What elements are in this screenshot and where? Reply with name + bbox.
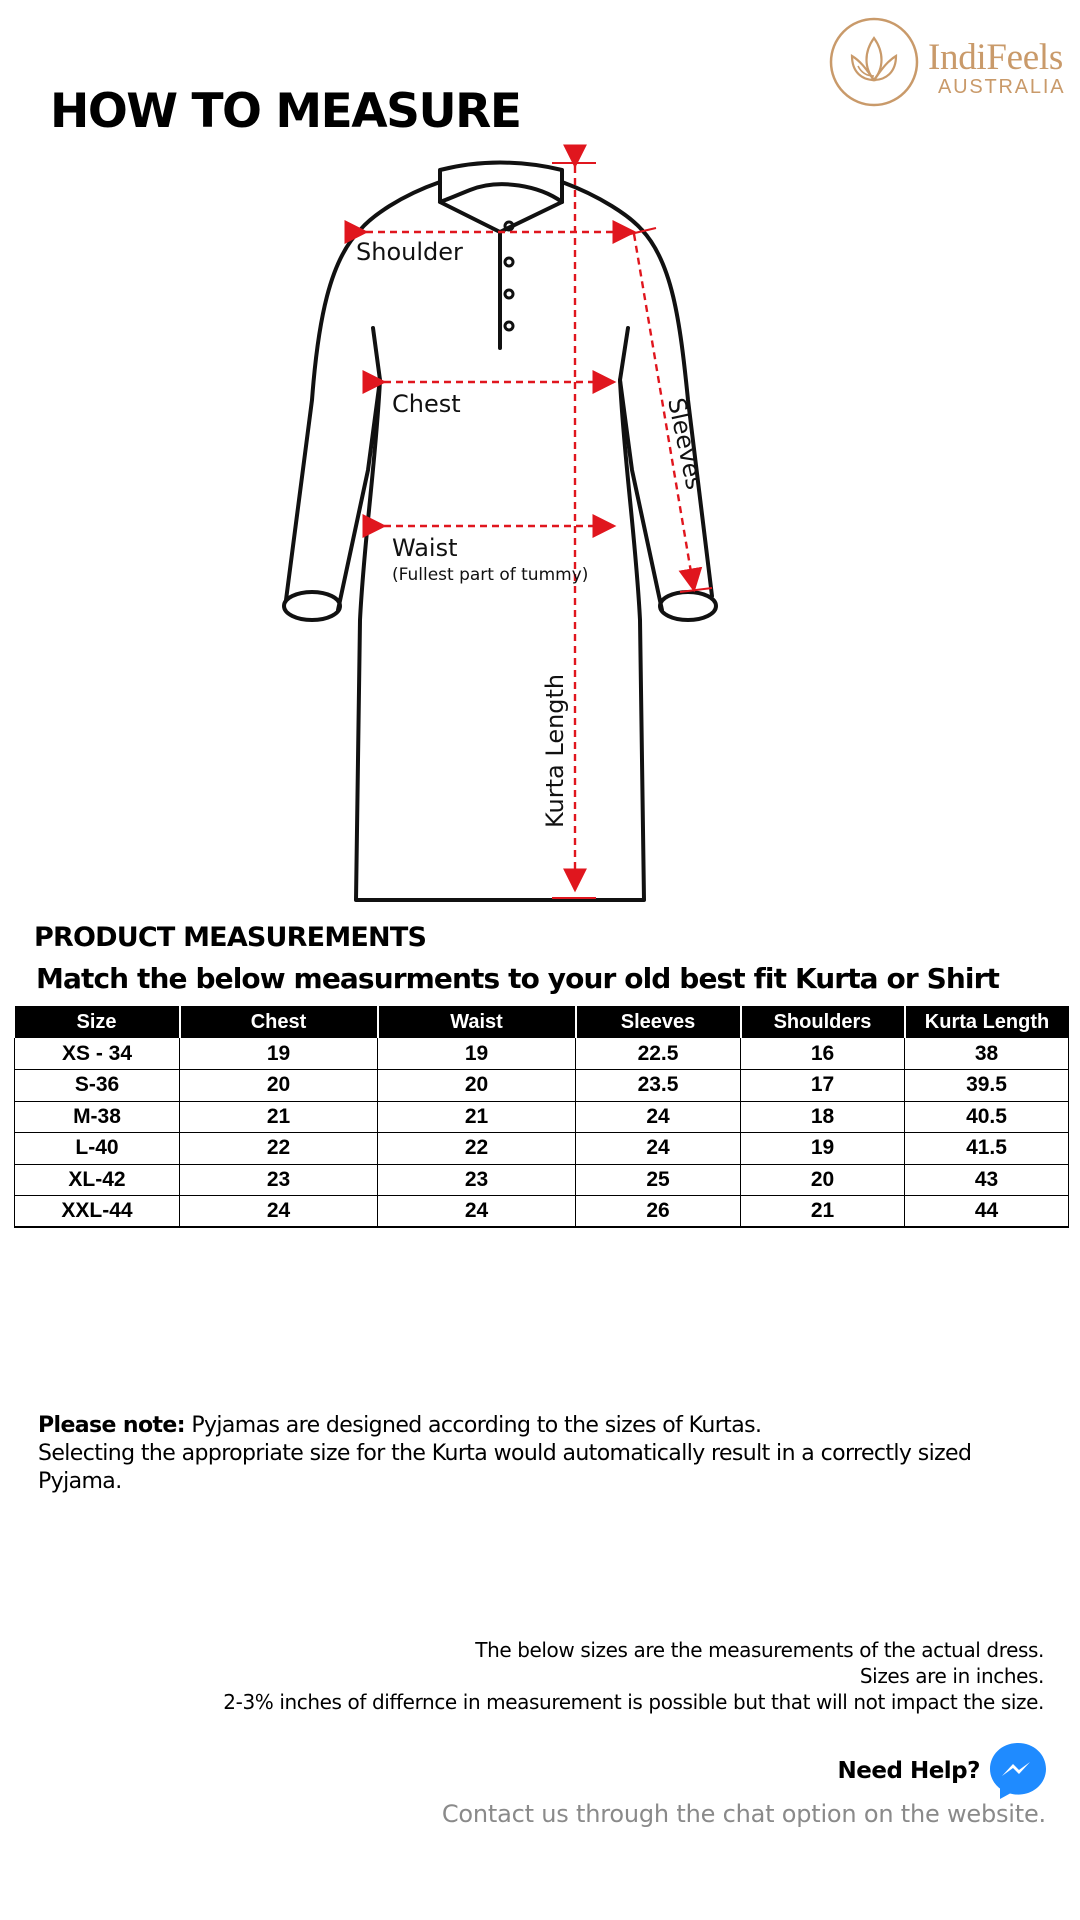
- table-cell: 19: [741, 1133, 905, 1165]
- table-cell: 22: [180, 1133, 378, 1165]
- table-cell: 21: [741, 1196, 905, 1228]
- kurta-illustration: [0, 140, 1080, 910]
- label-chest: Chest: [392, 390, 461, 418]
- table-cell: XS - 34: [15, 1038, 180, 1070]
- table-row: [15, 1038, 1069, 1070]
- contact-text: Contact us through the chat option on the website.: [441, 1800, 1046, 1828]
- table-cell: 18: [741, 1101, 905, 1133]
- table-cell: S-36: [15, 1070, 180, 1102]
- column-header: Size: [15, 1006, 180, 1038]
- table-cell: 21: [378, 1101, 576, 1133]
- need-help-label: Need Help?: [837, 1758, 980, 1784]
- lotus-logo-icon: [828, 16, 920, 108]
- brand-name: IndiFeels: [928, 37, 1064, 78]
- kurta-measure-diagram: [0, 140, 1080, 910]
- kurta-outline: [284, 163, 716, 901]
- table-cell: 24: [180, 1196, 378, 1228]
- column-header: Waist: [378, 1006, 576, 1038]
- table-cell: 40.5: [905, 1101, 1069, 1133]
- brand-country: AUSTRALIA: [938, 76, 1066, 98]
- table-cell: 43: [905, 1164, 1069, 1196]
- table-row: [15, 1164, 1069, 1196]
- measurement-disclaimer: [144, 1637, 1044, 1715]
- table-cell: 16: [741, 1038, 905, 1070]
- table-cell: 20: [180, 1070, 378, 1102]
- column-header: Shoulders: [741, 1006, 905, 1038]
- table-cell: 19: [378, 1038, 576, 1070]
- messenger-icon[interactable]: [986, 1739, 1050, 1803]
- label-shoulder: Shoulder: [356, 238, 463, 266]
- table-cell: 22: [378, 1133, 576, 1165]
- table-cell: 25: [576, 1164, 741, 1196]
- size-chart-table: [14, 1006, 1069, 1228]
- table-row: [15, 1196, 1069, 1228]
- column-header: Sleeves: [576, 1006, 741, 1038]
- label-sleeves: Sleeves: [662, 395, 709, 493]
- table-cell: 24: [576, 1133, 741, 1165]
- table-cell: 26: [576, 1196, 741, 1228]
- note-text-1: Pyjamas are designed according to the sizes of Kurtas.: [184, 1413, 762, 1438]
- buttons: [505, 222, 513, 330]
- column-header: Chest: [180, 1006, 378, 1038]
- table-cell: 38: [905, 1038, 1069, 1070]
- table-cell: 20: [378, 1070, 576, 1102]
- label-kurta-length: Kurta Length: [541, 673, 569, 828]
- table-cell: 17: [741, 1070, 905, 1102]
- note-text-2: Selecting the appropriate size for the Kurta would automatically result in a correctly sized Pyjama.: [38, 1441, 972, 1494]
- table-cell: 21: [180, 1101, 378, 1133]
- table-cell: 44: [905, 1196, 1069, 1228]
- table-cell: M-38: [15, 1101, 180, 1133]
- table-row: [15, 1101, 1069, 1133]
- table-cell: XL-42: [15, 1164, 180, 1196]
- table-cell: XXL-44: [15, 1196, 180, 1228]
- table-row: [15, 1133, 1069, 1165]
- need-help[interactable]: [838, 1738, 1050, 1804]
- table-row: [15, 1070, 1069, 1102]
- pyjama-note: [38, 1412, 1038, 1496]
- table-cell: 23: [378, 1164, 576, 1196]
- page-title: HOW TO MEASURE: [50, 84, 521, 139]
- table-cell: 22.5: [576, 1038, 741, 1070]
- disclaimer-line: Sizes are in inches.: [859, 1664, 1044, 1688]
- table-header-row: [15, 1006, 1069, 1038]
- table-cell: 39.5: [905, 1070, 1069, 1102]
- label-waist-note: (Fullest part of tummy): [392, 565, 589, 585]
- disclaimer-line: 2-3% inches of differnce in measurement is possible but that will not impact the size.: [223, 1690, 1044, 1714]
- brand-logo: [828, 16, 1068, 112]
- measurements-title: PRODUCT MEASUREMENTS: [34, 922, 427, 953]
- table-cell: L-40: [15, 1133, 180, 1165]
- table-cell: 23: [180, 1164, 378, 1196]
- table-cell: 19: [180, 1038, 378, 1070]
- table-cell: 24: [576, 1101, 741, 1133]
- column-header: Kurta Length: [905, 1006, 1069, 1038]
- label-waist: Waist: [392, 534, 458, 562]
- table-cell: 20: [741, 1164, 905, 1196]
- table-cell: 41.5: [905, 1133, 1069, 1165]
- note-label: Please note:: [38, 1413, 185, 1438]
- table-cell: 23.5: [576, 1070, 741, 1102]
- disclaimer-line: The below sizes are the measurements of the actual dress.: [475, 1638, 1044, 1662]
- measurements-subtitle: Match the below measurments to your old best fit Kurta or Shirt: [36, 962, 1000, 995]
- table-cell: 24: [378, 1196, 576, 1228]
